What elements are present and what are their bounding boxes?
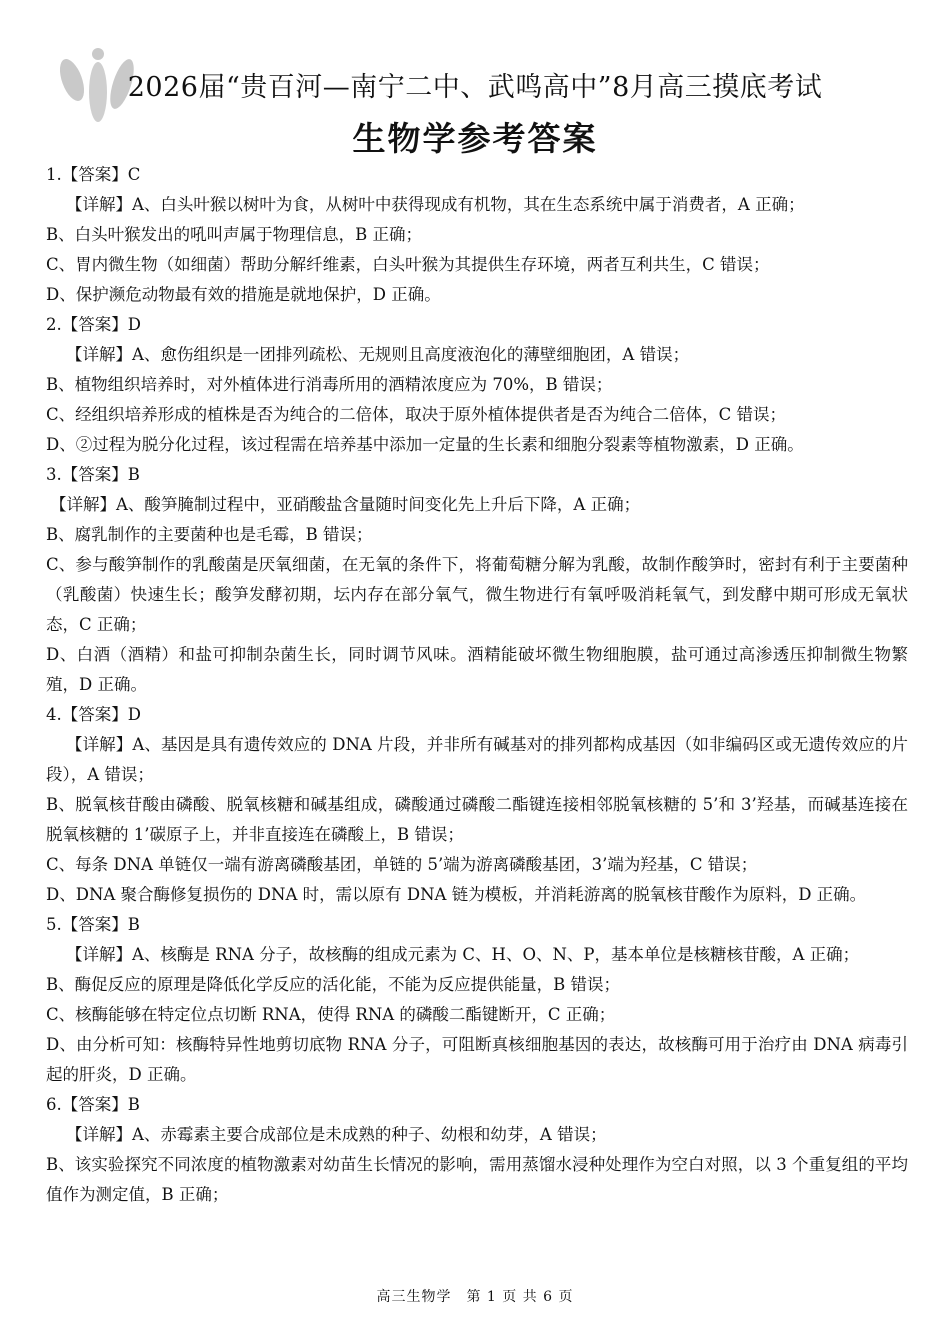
question-6-detail: 【详解】A、赤霉素主要合成部位是未成熟的种子、幼根和幼芽，A 错误； [66,1125,607,1144]
question-4-line: B、脱氧核苷酸由磷酸、脱氧核糖和碱基组成，磷酸通过磷酸二酯键连接相邻脱氧核糖的 5’和 3’羟基，而碱基连接在脱氧核糖的 1’碳原子上，并非直接连在磷酸上，B 错误； [46,795,908,844]
question-3-line: C、参与酸笋制作的乳酸菌是厌氧细菌，在无氧的条件下，将葡萄糖分解为乳酸，故制作酸笋时，密封有利于主要菌种（乳酸菌）快速生长；酸笋发酵初期，坛内存在部分氧气，微生物进行有氧呼吸消耗氧气，到发酵中期可形成无氧状态，C 正确； [46,555,908,634]
question-4-answer: 4.【答案】D [46,705,141,724]
question-6-answer: 6.【答案】B [46,1095,140,1114]
question-2-line: C、经组织培养形成的植株是否为纯合的二倍体，取决于原外植体提供者是否为纯合二倍体，C 错误； [46,405,786,424]
question-4-line: C、每条 DNA 单链仅一端有游离磷酸基团，单链的 5’端为游离磷酸基团，3’端为羟基，C 错误； [46,855,758,874]
exam-title: 2026届“贵百河—南宁二中、武鸣高中”8月高三摸底考试 [127,72,823,103]
question-2-answer: 2.【答案】D [46,315,141,334]
question-3-line: B、腐乳制作的主要菌种也是毛霉，B 错误； [46,525,373,544]
question-2-detail: 【详解】A、愈伤组织是一团排列疏松、无规则且高度液泡化的薄壁细胞团，A 错误； [66,345,690,364]
question-1-answer: 1.【答案】C [46,165,141,184]
question-1-detail: 【详解】A、白头叶猴以树叶为食，从树叶中获得现成有机物，其在生态系统中属于消费者，A 正确； [66,195,805,214]
question-1-line: D、保护濒危动物最有效的措施是就地保护，D 正确。 [46,285,441,304]
question-5-answer: 5.【答案】B [46,915,140,934]
question-5-line: D、由分析可知：核酶特异性地剪切底物 RNA 分子，可阻断真核细胞基因的表达，故核酶可用于治疗由 DNA 病毒引起的肝炎，D 正确。 [46,1035,908,1084]
page-footer: 高三生物学 第 1 页 共 6 页 [376,1289,574,1305]
logo-dot [92,48,104,60]
question-3-detail: 【详解】A、酸笋腌制过程中，亚硝酸盐含量随时间变化先上升后下降，A 正确； [50,495,641,514]
question-5-detail: 【详解】A、核酶是 RNA 分子，故核酶的组成元素为 C、H、O、N、P，基本单位是核糖核苷酸，A 正确； [66,945,860,964]
question-6-line: B、该实验探究不同浓度的植物激素对幼苗生长情况的影响，需用蒸馏水浸种处理作为空白对照，以 3 个重复组的平均值作为测定值，B 正确； [46,1155,908,1204]
question-1-line: B、白头叶猴发出的吼叫声属于物理信息，B 正确； [46,225,422,244]
page-title: 生物学参考答案 [352,119,598,158]
question-3-line: D、白酒（酒精）和盐可抑制杂菌生长，同时调节风味。酒精能破坏微生物细胞膜，盐可通过高渗透压抑制微生物繁殖，D 正确。 [46,645,908,694]
question-2-line: B、植物组织培养时，对外植体进行消毒所用的酒精浓度应为 70%，B 错误； [46,375,613,394]
question-3-answer: 3.【答案】B [46,465,140,484]
question-5-line: C、核酶能够在特定位点切断 RNA，使得 RNA 的磷酸二酯键断开，C 正确； [46,1005,616,1024]
question-4-line: D、DNA 聚合酶修复损伤的 DNA 时，需以原有 DNA 链为模板，并消耗游离的脱氧核苷酸作为原料，D 正确。 [46,885,867,904]
question-5-line: B、酶促反应的原理是降低化学反应的活化能，不能为反应提供能量，B 错误； [46,975,620,994]
answer-content [46,160,908,1210]
question-2-line: D、②过程为脱分化过程，该过程需在培养基中添加一定量的生长素和细胞分裂素等植物激素，D 正确。 [46,435,804,454]
question-4-detail: 【详解】A、基因是具有遗传效应的 DNA 片段，并非所有碱基对的排列都构成基因（如非编码区或无遗传效应的片段），A 错误； [46,735,908,784]
question-1-line: C、胃内微生物（如细菌）帮助分解纤维素，白头叶猴为其提供生存环境，两者互利共生，C 错误； [46,255,770,274]
